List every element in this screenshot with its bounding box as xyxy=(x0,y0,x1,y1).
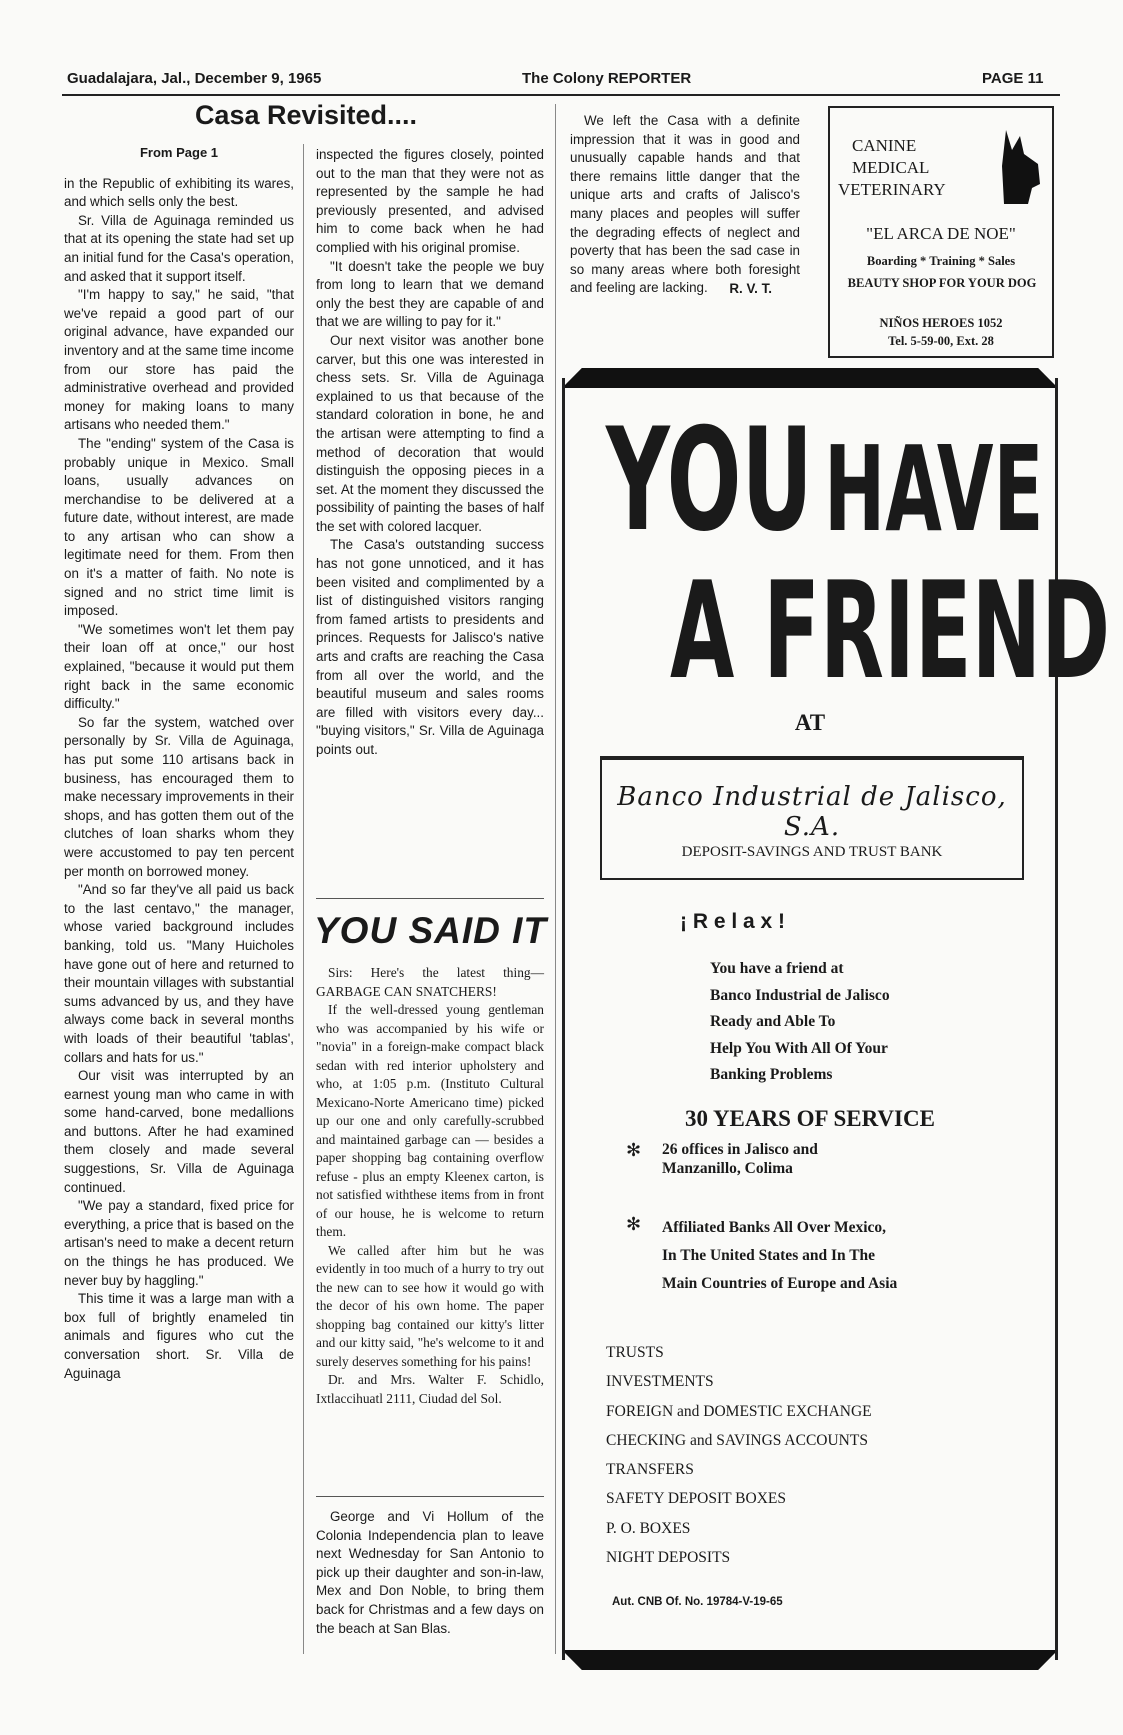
paragraph: "It doesn't take the people we buy from long to learn that we demand only the best they are capable of and that we are willing to pay for it." xyxy=(316,258,544,330)
bullet-line: Manzanillo, Colima xyxy=(662,1160,793,1177)
bullet-star-icon: ✻ xyxy=(626,1140,642,1160)
vet-title-line-1: CANINE xyxy=(852,136,917,155)
letter-signature: Dr. and Mrs. Walter F. Schidlo, Ixtlaccihuatl 2111, Ciudad del Sol. xyxy=(316,1372,544,1406)
column-divider xyxy=(555,104,556,1654)
vet-phone: Tel. 5-59-00, Ext. 28 xyxy=(888,334,994,348)
ad-border-top xyxy=(562,368,1058,388)
relax-line: You have a friend at xyxy=(710,960,844,977)
service-item: SAFETY DEPOSIT BOXES xyxy=(606,1490,786,1508)
bullet-line: 26 offices in Jalisco and xyxy=(662,1141,818,1158)
paragraph: This time it was a large man with a box full of brightly enameled tin animals and figures who cut the conversation short. Sr. Villa de Aguinaga xyxy=(64,1291,294,1381)
paragraph: "We pay a standard, fixed price for everything, a price that is based on the artisan's need to make a decent return on the things he has produced. We never buy by haggling." xyxy=(64,1198,295,1288)
article-column-3 xyxy=(570,112,800,299)
relax-heading: ¡ R e l a x ! xyxy=(680,910,786,933)
headline-have: HAVE xyxy=(824,420,1044,558)
letter-body xyxy=(316,964,544,1408)
service-item: FOREIGN and DOMESTIC EXCHANGE xyxy=(606,1402,872,1420)
service-item: P. O. BOXES xyxy=(606,1519,691,1537)
vet-services: Boarding * Training * Sales xyxy=(866,254,1016,268)
paragraph: Our next visitor was another bone carver, but this one was interested in chess sets. Sr. Villa de Aguinaga explained to us that because of the standard coloration in bone, he and the artisan were attempting to find a method of decoration that would distinguish the opposing pieces in a set. At the moment they discussed the possibility of painting the bases of half the set with colored lacquer. xyxy=(316,332,544,534)
bank-name-script: Banco Industrial de Jalisco, S.A. xyxy=(617,782,1007,842)
relax-line: Ready and Able To xyxy=(710,1013,836,1030)
vet-address: NIÑOS HEROES 1052 xyxy=(879,316,1003,330)
dateline: Guadalajara, Jal., December 9, 1965 xyxy=(67,70,322,87)
newspaper-name: The Colony REPORTER xyxy=(522,70,692,87)
bank-type: DEPOSIT-SAVINGS AND TRUST BANK xyxy=(681,844,943,860)
section-divider xyxy=(316,898,544,899)
relax-line: Banco Industrial de Jalisco xyxy=(710,986,890,1004)
years-of-service: 30 YEARS OF SERVICE xyxy=(685,1106,935,1131)
section-divider xyxy=(316,1496,544,1497)
headline-at: AT xyxy=(794,710,826,735)
paragraph: Our visit was interrupted by an earnest young man who came in with some hand-carved, bone medallions and buttons. After he had examined them closely and made several suggestions, Sr. Villa de Aguinaga continued. xyxy=(64,1068,294,1195)
bullet-star-icon: ✻ xyxy=(626,1214,642,1234)
bullet-affiliates xyxy=(662,1214,897,1298)
ad-border-bottom xyxy=(562,1650,1058,1670)
service-item: TRANSFERS xyxy=(606,1461,694,1479)
services-list xyxy=(606,1338,872,1572)
paragraph: Sr. Villa de Aguinaga reminded us that at its opening the state had set up an initial fund for the Casa's operation, and asked that it support itself. xyxy=(64,212,294,284)
authorization-number: Aut. CNB Of. No. 19784-V-19-65 xyxy=(612,1596,783,1608)
relax-line: Help You With All Of Your xyxy=(710,1039,888,1057)
vet-name: "EL ARCA DE NOE" xyxy=(866,224,1016,243)
paragraph: If the well-dressed young gentleman who was accompanied by his wife or "novia" in a foreign-make compact black sedan with red interior upholstery and who, at 1:05 p.m. (Instituto Cultural Mexicano-Norte Americano time) picked up our one and only carefully-scrubbed and maintained garbage can — besides a paper shopping bag containing overflow refuse - plus an empty Kleenex carton, is not satisfied withthese items from in front of our house, he is welcome to return them. xyxy=(316,1002,544,1239)
paragraph: inspected the figures closely, pointed out to the man that they were not as represented by the sample he had previously presented, and advised him to come back when he had complied with his original promise. xyxy=(316,147,544,255)
vet-title-line-2: MEDICAL xyxy=(852,158,930,177)
paragraph: "I'm happy to say," he said, "that we've repaid a good part of our original advance, have expanded our inventory and at the same time income from our store has paid the administrative overhead and provided money for making loans to many artisans who needed them." xyxy=(64,287,294,433)
relax-line: Banking Problems xyxy=(710,1066,833,1083)
vet-title-line-3: VETERINARY xyxy=(838,180,946,199)
you-said-it-heading: YOU SAID IT xyxy=(314,910,548,951)
paragraph: The Casa's outstanding success has not gone unnoticed, and it has been visited and complimented by a list of distinguished visitors ranging from famed artists to presidents and princes. Requests for Jalisco's native arts and crafts are reaching the Casa from all over the world, and the beautiful museum and sales rooms are filled with visitors every day... "buying visitors," Sr. Villa de Aguinaga points out. xyxy=(316,537,544,757)
paragraph: The "ending" system of the Casa is probably unique in Mexico. Small loans, usually advances on merchandise to be delivered at a future date, without interest, are made to any artisan who can show a legitimate need for them. From then on it's a matter of faith. No note is signed and no strict time limit is imposed. xyxy=(64,435,294,619)
dog-head-icon xyxy=(998,126,1044,206)
article-column-2 xyxy=(316,146,544,760)
social-note xyxy=(316,1508,544,1638)
bank-ad xyxy=(562,368,1111,1670)
bullet-line: Affiliated Banks All Over Mexico, xyxy=(662,1219,887,1236)
vet-beauty-shop: BEAUTY SHOP FOR YOUR DOG xyxy=(847,276,1037,290)
paragraph: We called after him but he was evidently in too much of a hurry to try out the new can to see how it would go with the decor of his own home. The paper shopping bag contained our kitty's litter and our kitty said, "he's welcome to it and surely deserves something for his pains! xyxy=(316,1242,544,1369)
paragraph: George and Vi Hollum of the Colonia Independencia plan to leave next Wednesday for San Antonio to pick up their daughter and son-in-law, Mex and Don Noble, to bring them back for Christmas and a few days on the beach at San Blas. xyxy=(316,1509,544,1636)
service-item: INVESTMENTS xyxy=(606,1373,714,1391)
paragraph: in the Republic of exhibiting its wares, and which sells only the best. xyxy=(64,175,294,210)
service-item: NIGHT DEPOSITS xyxy=(606,1549,731,1567)
paragraph: We left the Casa with a definite impression that it was in good and unusually capable hands and that there remains little danger that the unique arts and crafts of Jalisco's many places and peoples will suffer the degrading effects of neglect and poverty that has been the sad case in so many areas where both foresight and feeling are lacking. xyxy=(570,113,800,296)
paragraph: "We sometimes won't let them pay their loan off at once," our host explained, "because it would put them right back in the same economic difficulty." xyxy=(64,621,294,712)
paragraph: "And so far they've all paid us back to the last centavo," the manager, whose varied background includes banking, told us. "Many Huicholes have gone out of here and returned to their mountain villages with substantial sums advanced by us, and they have always come back in several months with loads of their beautiful 'tablas', collars and hats for us." xyxy=(64,882,294,1065)
letter-salutation: Sirs: Here's the latest thing— GARBAGE CAN SNATCHERS! xyxy=(316,965,544,999)
column-divider xyxy=(303,144,304,1654)
article-title: Casa Revisited.... xyxy=(194,100,418,130)
bullet-line: Main Countries of Europe and Asia xyxy=(662,1275,898,1292)
ad-border-left xyxy=(562,378,565,1660)
service-item: CHECKING and SAVINGS ACCOUNTS xyxy=(606,1431,868,1449)
headline-a-friend: A FRIEND xyxy=(670,553,1111,709)
paragraph: So far the system, watched over personally by Sr. Villa de Aguinaga, has put some 110 artisans back in business, has encouraged them to make necessary improvements in their shops, and has gotten them out of the clutches of loan sharks whom they were accustomed to pay ten percent per month on borrowed money. xyxy=(64,714,294,879)
bullet-line: In The United States and In The xyxy=(662,1247,876,1264)
bank-name-box xyxy=(600,756,1024,880)
service-item: TRUSTS xyxy=(606,1344,664,1361)
headline-you: YOU xyxy=(606,398,813,563)
header-rule xyxy=(62,94,1060,96)
page-number: PAGE 11 xyxy=(982,70,1044,87)
article-column-1 xyxy=(64,144,294,1383)
bullet-offices xyxy=(662,1140,818,1178)
article-signature: R. V. T. xyxy=(729,280,772,296)
veterinary-ad xyxy=(828,106,1054,358)
from-page-label: From Page 1 xyxy=(139,145,219,160)
relax-lines xyxy=(710,956,890,1089)
